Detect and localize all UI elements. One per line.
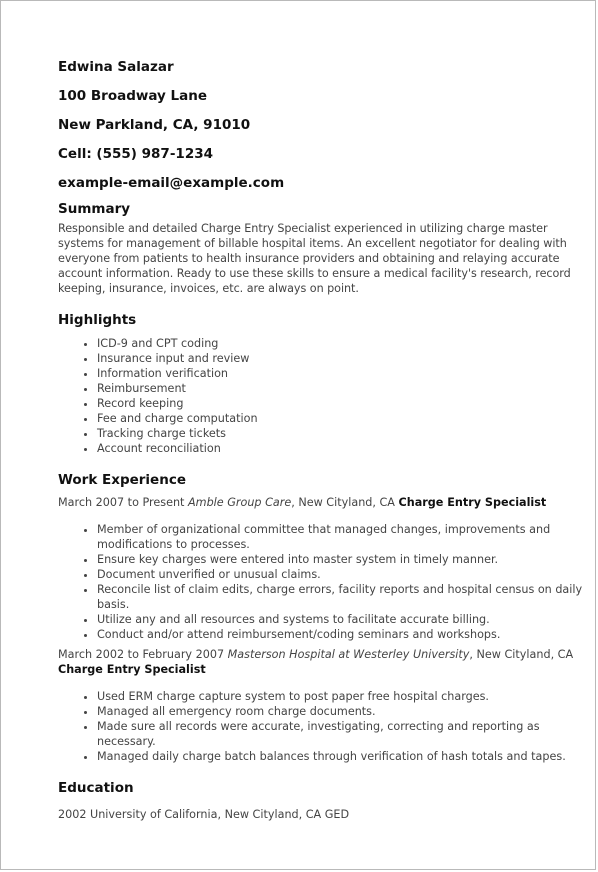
job-bullets xyxy=(58,522,587,642)
list-item: • Managed all emergency room charge documents. xyxy=(97,704,587,719)
list-item: • Account reconciliation xyxy=(97,441,587,456)
job-location: , New Cityland, CA xyxy=(469,648,574,661)
highlights-list xyxy=(58,336,587,456)
highlights-heading: Highlights xyxy=(58,312,137,328)
list-item: • Conduct and/or attend reimbursement/coding seminars and workshops. xyxy=(97,627,587,642)
list-item: • Used ERM charge capture system to post paper free hospital charges. xyxy=(97,689,587,704)
list-item: • Managed daily charge batch balances through verification of hash totals and tapes. xyxy=(97,749,587,764)
job-header xyxy=(58,647,587,677)
job-dates: March 2007 to Present xyxy=(58,496,189,509)
job-title: Charge Entry Specialist xyxy=(58,663,206,676)
job-header xyxy=(58,495,587,510)
job-bullets xyxy=(58,689,587,764)
list-item: • Made sure all records were accurate, investigating, correcting and reporting as necessary. xyxy=(97,719,587,749)
job-company: Amble Group Care xyxy=(188,496,292,509)
contact-address: 100 Broadway Lane xyxy=(58,88,208,104)
list-item: • Record keeping xyxy=(97,396,587,411)
experience-heading: Work Experience xyxy=(58,472,186,488)
education-heading: Education xyxy=(58,780,134,796)
list-item: • Member of organizational committee that managed changes, improvements and modifications to processes. xyxy=(97,522,587,552)
resume-content xyxy=(58,53,587,822)
list-item: • Utilize any and all resources and systems to facilitate accurate billing. xyxy=(97,612,587,627)
list-item: • Document unverified or unusual claims. xyxy=(97,567,587,582)
job-location: , New Cityland, CA xyxy=(291,496,399,509)
list-item: • ICD-9 and CPT coding xyxy=(97,336,587,351)
list-item: • Insurance input and review xyxy=(97,351,587,366)
list-item: • Ensure key charges were entered into master system in timely manner. xyxy=(97,552,587,567)
list-item: • Reimbursement xyxy=(97,381,587,396)
education-line: 2002 University of California, New Cityland, CA GED xyxy=(58,808,350,821)
job-company: Masterson Hospital at Westerley University xyxy=(227,648,470,661)
list-item: • Reconcile list of claim edits, charge errors, facility reports and hospital census on daily basis. xyxy=(97,582,587,612)
summary-heading: Summary xyxy=(58,201,131,217)
list-item: • Fee and charge computation xyxy=(97,411,587,426)
contact-email: example-email@example.com xyxy=(58,175,285,191)
list-item: • Tracking charge tickets xyxy=(97,426,587,441)
list-item: • Information verification xyxy=(97,366,587,381)
summary-text: Responsible and detailed Charge Entry Specialist experienced in utilizing charge master systems for management of billable hospital items. An excellent negotiator for dealing with everyone from patients to health insurance providers and obtaining and relaying accurate account information. Ready to use these skills to ensure a medical facility's research, record keeping, insurance, invoices, etc. are always on point. xyxy=(58,222,571,295)
contact-city: New Parkland, CA, 91010 xyxy=(58,117,251,133)
contact-phone: Cell: (555) 987-1234 xyxy=(58,146,213,162)
job-dates: March 2002 to February 2007 xyxy=(58,648,228,661)
contact-name: Edwina Salazar xyxy=(58,59,174,75)
job-title: Charge Entry Specialist xyxy=(398,496,547,509)
